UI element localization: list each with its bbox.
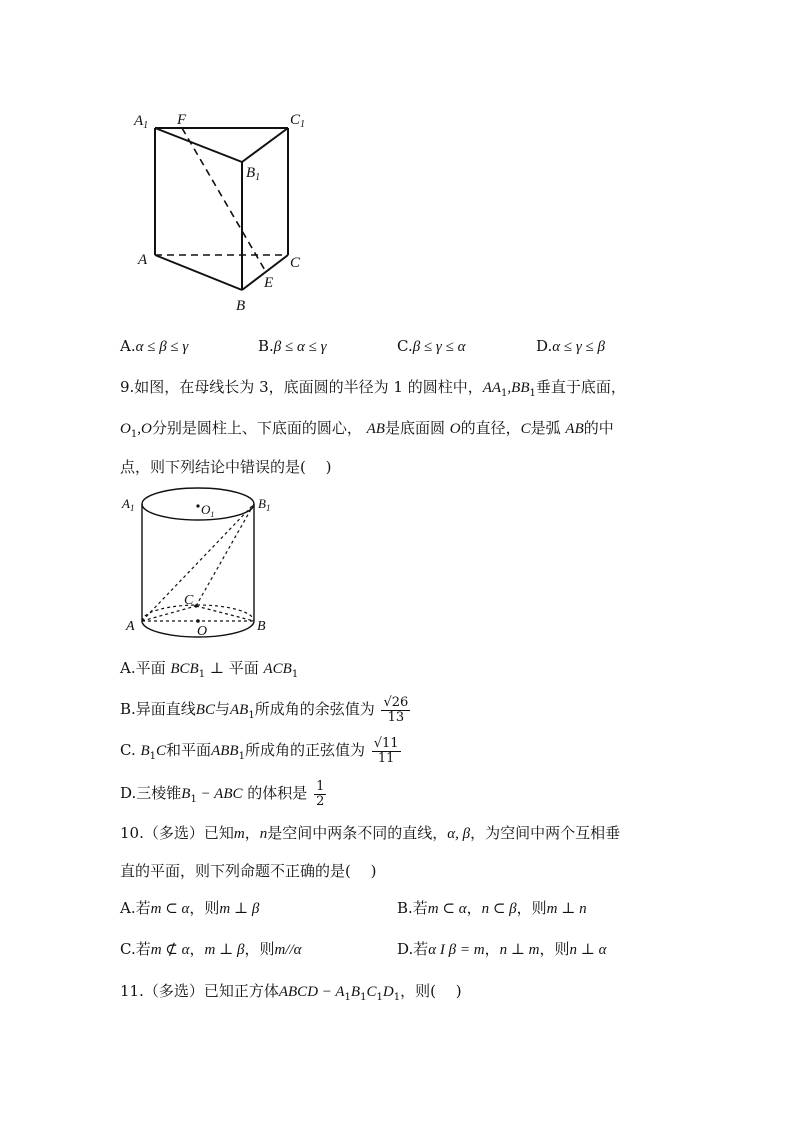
cyl-label-B: B: [257, 619, 266, 634]
q10-option-c: C.若m ⊄ α，m ⊥ β，则m//α: [120, 940, 302, 958]
q10-option-a: A.若m ⊂ α，则m ⊥ β: [120, 899, 260, 917]
label-F: F: [177, 112, 187, 128]
q9-stem-line2: $O_1,O$分别是圆柱上、下底面的圆心， AB是底面圆 O的直径，C是弧 AB的中: [120, 419, 614, 440]
cylinder-figure: [118, 484, 298, 644]
q9-stem-line1: 9.如图，在母线长为 3，底面圆的半径为 1 的圆柱中，$AA_1,BB_1$垂直于底面，: [120, 378, 626, 399]
cyl-label-A1: $A_1$: [122, 496, 135, 513]
label-B: B: [236, 298, 246, 314]
cyl-label-O: O: [197, 624, 208, 639]
label-E: E: [264, 275, 274, 291]
cyl-label-C: C: [184, 593, 194, 608]
label-B1: $B_1$: [246, 165, 261, 183]
label-C1: $C_1$: [290, 112, 306, 130]
q10-option-d: D.若α I β = m，n ⊥ m，则n ⊥ α: [397, 940, 607, 958]
q8-option-d: D.α ≤ γ ≤ β: [536, 337, 605, 355]
label-A1: $A_1$: [134, 113, 149, 131]
q10-stem-line2: 直的平面，则下列命题不正确的是( ): [120, 862, 377, 880]
cyl-label-B1: $B_1$: [258, 496, 271, 513]
q10-stem-line1: 10.（多选）已知m，n是空间中两条不同的直线，α, β，为空间中两个互相垂: [120, 824, 621, 842]
fraction: $\frac{1}{2}$: [316, 778, 325, 809]
cyl-label-A: A: [126, 619, 135, 634]
q10-option-b: B.若m ⊂ α，n ⊂ β，则m ⊥ n: [397, 899, 587, 917]
cyl-label-O1: $O_1$: [201, 502, 215, 519]
q9-option-c: C. $B_1C$和平面$ABB_1$所成角的正弦值为 $\frac{√11}{11}$: [120, 735, 399, 766]
prism-figure: [120, 100, 340, 320]
q8-option-c: C.β ≤ γ ≤ α: [397, 337, 466, 355]
fraction: $\frac{√11}{11}$: [373, 735, 399, 766]
q9-option-b: B.异面直线BC与$AB_1$所成角的余弦值为 $\frac{√26}{13}$: [120, 694, 409, 725]
label-A: A: [138, 252, 148, 268]
q9-option-d: D.三棱锥$B_1$ − ABC 的体积是 $\frac{1}{2}$: [120, 778, 325, 809]
q9-stem-line3: 点，则下列结论中错误的是( ): [120, 458, 332, 476]
q9-option-a: A.平面 $BCB_1$ ⊥ 平面 $ACB_1$: [120, 659, 299, 680]
q8-option-b: B.β ≤ α ≤ γ: [258, 337, 327, 355]
q8-option-a: A.α ≤ β ≤ γ: [120, 337, 189, 355]
q11-stem: 11.（多选）已知正方体ABCD − $A_1B_1C_1D_1$，则( ): [120, 982, 462, 1003]
fraction: $\frac{√26}{13}$: [383, 694, 409, 725]
label-C: C: [290, 255, 301, 271]
